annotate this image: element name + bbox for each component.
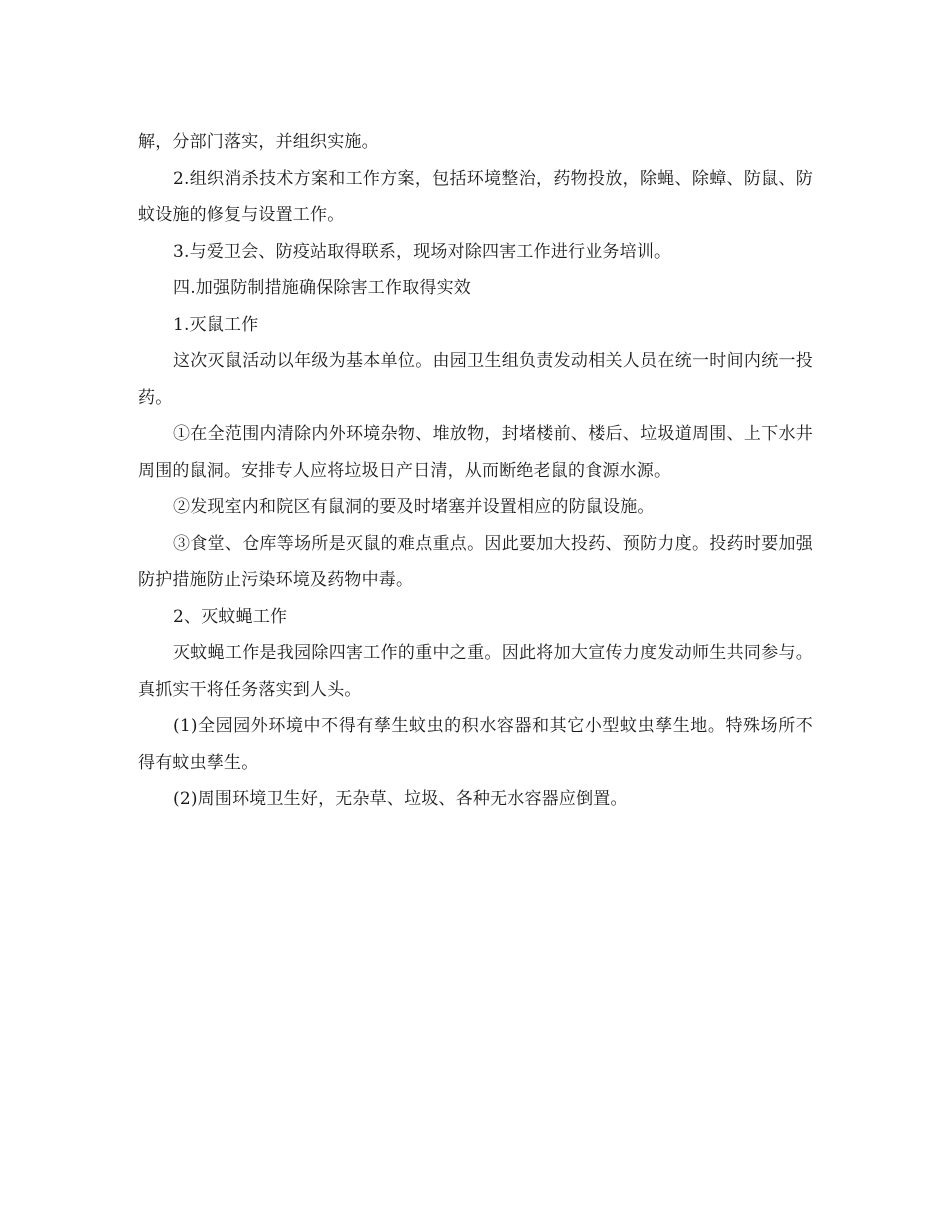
- paragraph-mosquito-point-2: (2)周围环境卫生好，无杂草、垃圾、各种无水容器应倒置。: [173, 789, 628, 809]
- paragraph-rodent-point-1: ①在全范围内清除内外环境杂物、堆放物，封堵楼前、楼后、垃圾道周围、上下水井周围的鼠洞。安排专人应将垃圾日产日清，从而断绝老鼠的食源水源。: [138, 424, 813, 481]
- section-heading-4: 四.加强防制措施确保除害工作取得实效: [173, 278, 472, 298]
- paragraph-rodent-point-2: ②发现室内和院区有鼠洞的要及时堵塞并设置相应的防鼠设施。: [173, 497, 655, 517]
- subheading-mosquito-fly-control: 2、灭蚊蝇工作: [173, 606, 288, 627]
- paragraph-mosquito-intro: 灭蚊蝇工作是我园除四害工作的重中之重。因此将加大宣传力度发动师生共同参与。真抓实干将任务落实到人头。: [138, 643, 813, 700]
- subheading-rodent-control: 1.灭鼠工作: [173, 314, 259, 335]
- document-body: [138, 124, 813, 818]
- paragraph-continuation: 解，分部门落实，并组织实施。: [138, 132, 379, 152]
- paragraph-rodent-point-3: ③食堂、仓库等场所是灭鼠的难点重点。因此要加大投药、预防力度。投药时要加强防护措施防止污染环境及药物中毒。: [138, 533, 813, 590]
- paragraph-item-3: 3.与爱卫会、防疫站取得联系，现场对除四害工作进行业务培训。: [173, 241, 672, 262]
- paragraph-rodent-intro: 这次灭鼠活动以年级为基本单位。由园卫生组负责发动相关人员在统一时间内统一投药。: [138, 351, 813, 408]
- paragraph-mosquito-point-1: (1)全园园外环境中不得有孳生蚊虫的积水容器和其它小型蚊虫孳生地。特殊场所不得有蚊虫孳生。: [138, 716, 813, 773]
- paragraph-item-2: 2.组织消杀技术方案和工作方案，包括环境整治，药物投放，除蝇、除蟑、防鼠、防蚊设施的修复与设置工作。: [138, 168, 813, 225]
